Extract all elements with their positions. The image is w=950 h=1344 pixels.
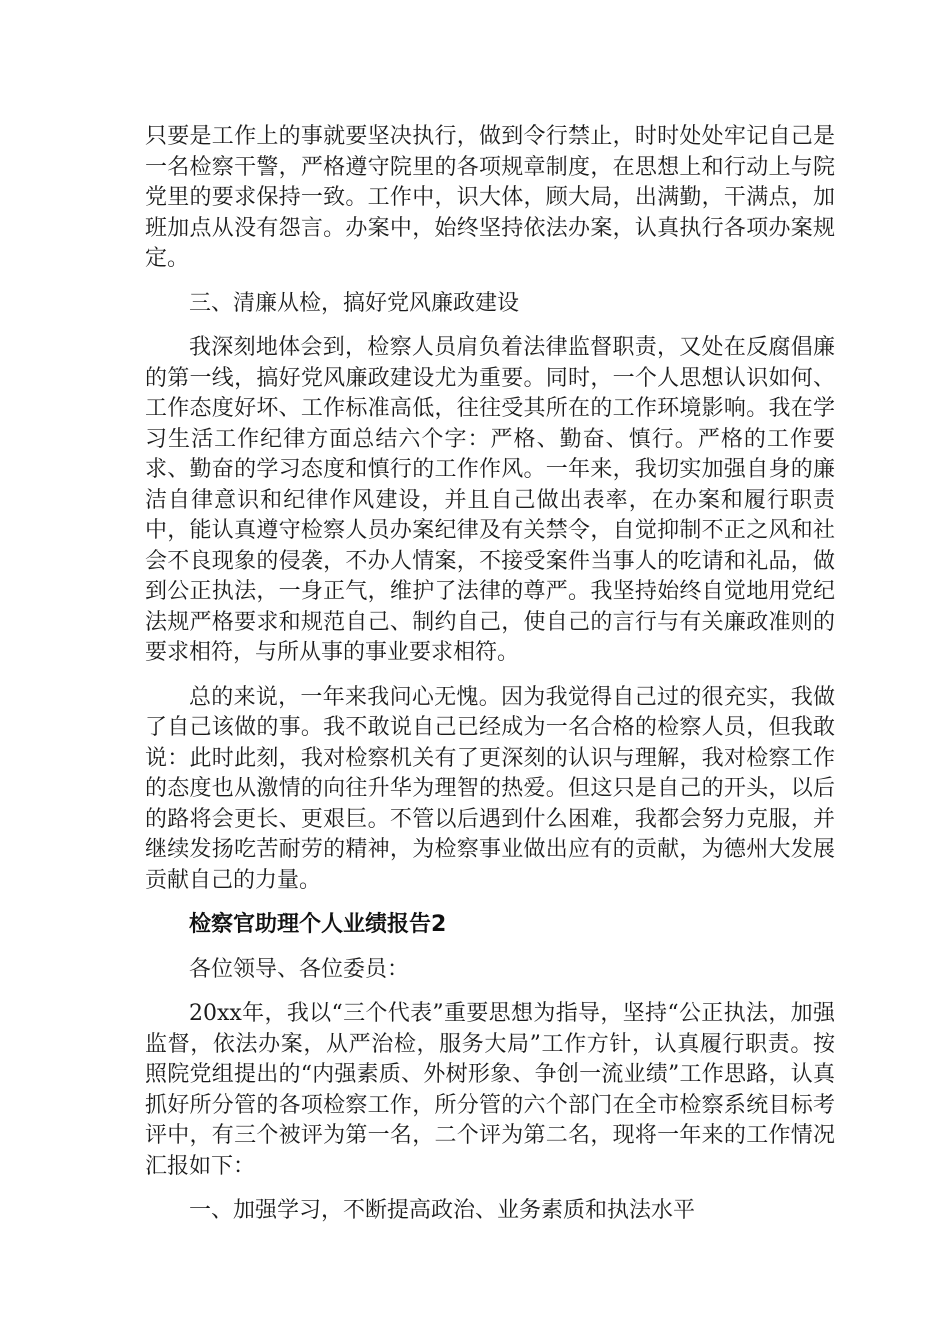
salutation: 各位领导、各位委员：: [189, 956, 410, 982]
paragraph-integrity: 我深刻地体会到，检察人员肩负着法律监督职责，又处在反腐倡廉的第一线，搞好党风廉政建设尤为重要。同时，一个人思想认识如何、工作态度好坏、工作标准高低，往往受其所在的工作环境影响。我在学习生活工作纪律方面总结六个字：严格、勤奋、慎行。严格的工作要求、勤奋的学习态度和慎行的工作作风。一年来，我切实加强自身的廉洁自律意识和纪律作风建设，并且自己做出表率，在办案和履行职责中，能认真遵守检察人员办案纪律及有关禁令，自觉抑制不正之风和社会不良现象的侵袭，不办人情案，不接受案件当事人的吃请和礼品，做到公正执法，一身正气，维护了法律的尊严。我坚持始终自觉地用党纪法规严格要求和规范自己、制约自己，使自己的言行与有关廉政准则的要求相符，与所从事的事业要求相符。: [145, 335, 835, 665]
section-heading-one: 一、加强学习，不断提高政治、业务素质和执法水平: [189, 1198, 696, 1223]
report-title: 检察官助理个人业绩报告2: [189, 912, 447, 937]
paragraph-continuation: 只要是工作上的事就要坚决执行，做到令行禁止，时时处处牢记自己是一名检察干警，严格遵守院里的各项规章制度，在思想上和行动上与院党里的要求保持一致。工作中，识大体，顾大局，出满勤，干满点，加班加点从没有怨言。办案中，始终坚持依法办案，认真执行各项办案规定。: [145, 124, 835, 271]
paragraph-intro: 20xx年，我以“三个代表”重要思想为指导，坚持“公正执法，加强监督，依法办案，从严治检，服务大局”工作方针，认真履行职责。按照院党组提出的“内强素质、外树形象、争创一流业绩”工作思路，认真抓好所分管的各项检察工作，所分管的六个部门在全市检察系统目标考评中，有三个被评为第一名，二个评为第二名，现将一年来的工作情况汇报如下：: [145, 1001, 835, 1179]
paragraph-summary: 总的来说，一年来我问心无愧。因为我觉得自己过的很充实，我做了自己该做的事。我不敢说自己已经成为一名合格的检察人员，但我敢说：此时此刻，我对检察机关有了更深刻的认识与理解，我对检察工作的态度也从激情的向往升华为理智的热爱。但这只是自己的开头，以后的路将会更长、更艰巨。不管以后遇到什么困难，我都会努力克服，并继续发扬吃苦耐劳的精神，为检察事业做出应有的贡献，为德州大发展贡献自己的力量。: [145, 684, 835, 893]
document-body: [145, 122, 835, 1241]
section-heading-three: 三、清廉从检，搞好党风廉政建设: [189, 290, 520, 316]
